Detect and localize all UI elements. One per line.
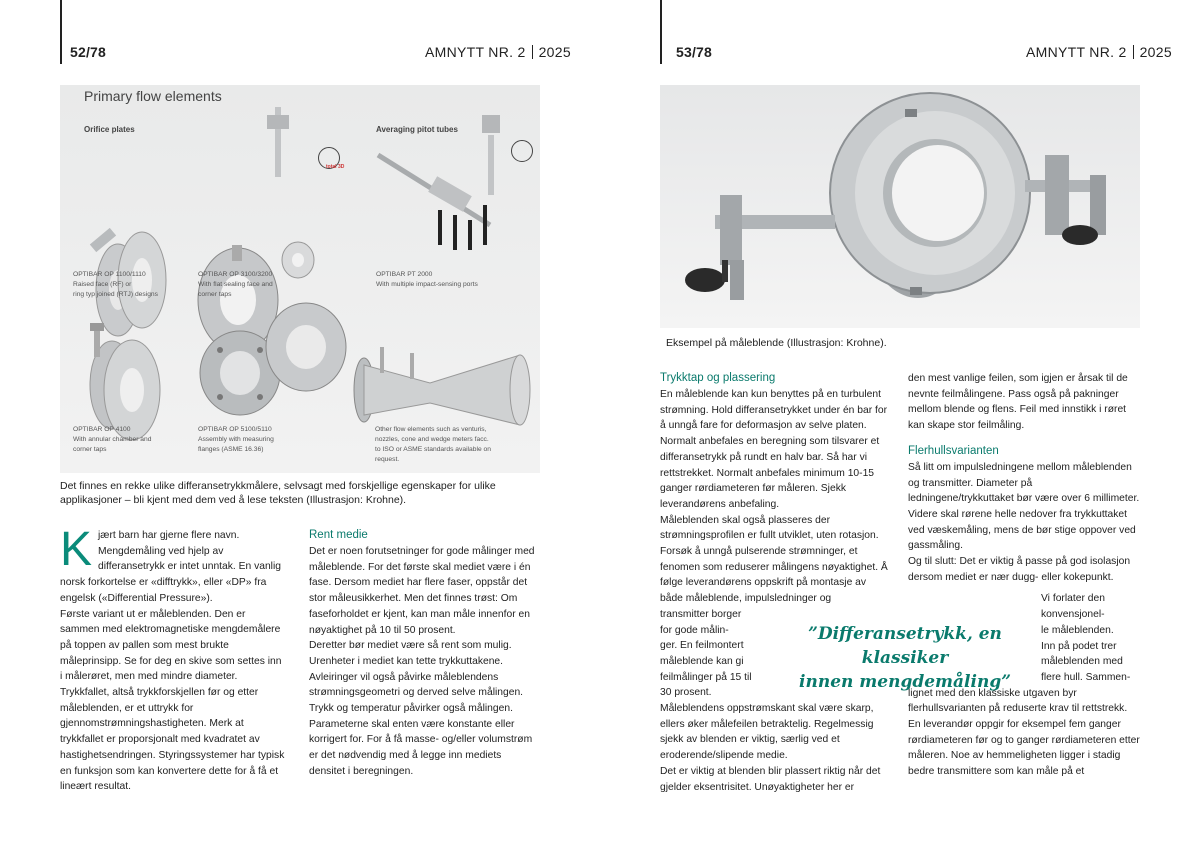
narrow-text-block: Vi forlater den konvensjonel- le måleblenden. Inn på podet trer måleblenden med flere hull. Sammen-	[1041, 593, 1131, 683]
primary-flow-elements-figure	[60, 85, 540, 473]
pull-quote: ”Differansetrykk, en klassiker innen mengdemåling”	[799, 624, 1011, 692]
subheading: Flerhullsvarianten	[908, 444, 999, 457]
body-paragraph: Og til slutt: Det er viktig å passe på god isolasjon dersom mediet er nær dugg- eller kokepunkt.	[908, 556, 1131, 583]
narrow-text-block: transmitter borger for gode målin- ger. En feilmontert måleblende kan gi feilmålinger på 15 til 30 prosent.	[660, 608, 752, 699]
left-running-header	[425, 44, 571, 60]
averaging-pitot-tube-drawing	[378, 115, 500, 250]
right-figure-caption: Eksempel på måleblende (Illustrasjon: Krohne).	[666, 337, 887, 349]
left-page-number: 52/78	[70, 44, 107, 60]
subheading: Rent medie	[309, 529, 368, 541]
drop-cap: K	[60, 523, 93, 576]
figure-item-6: Other flow elements such as venturis, nozzles, cone and wedge meters facc. to ISO or ASME standards available on request.	[375, 426, 491, 463]
body-paragraph: En måleblende kan kun benyttes på en turbulent strømning. Hold differansetrykket under én bar for å unngå fare for deformasjon av selve platen. Normalt anbefales en beregning som tilsvarer et differansetrykk på rundt en halv bar. Så har vi rettstrekket. Normalt anbefales minimum 10-15 ganger rørdiameteren før måleren. Sjekk leverandørens anbefaling.	[660, 389, 888, 510]
left-column-1	[60, 523, 286, 795]
total-3d-logo-text: total 3D	[326, 164, 345, 170]
right-column-1	[660, 371, 891, 795]
left-page-spine-rule	[60, 0, 62, 64]
body-paragraph: Første variant ut er måleblenden. Den er sammen med elektromagnetiske mengdemålere på toppen av pallen som mest brukte måleprinsipp. Se for deg en skive som settes inn i målerøret, men med mindre diameter.	[60, 608, 282, 683]
body-paragraph: Måleblenden skal også plasseres der strømningsprofilen er fullt utviklet, uten rotasjon. Forsøk å unngå pulserende strømninger, et fenomen som reduserer målingens nøyaktighet. Å følge leverandørens oppskrift på montasje av både måleblende, impulsledninger og	[660, 514, 888, 605]
body-paragraph: Det er viktig at blenden blir plassert riktig når det gjelder eksentrisitet. Unøyaktigheter her er	[660, 765, 881, 793]
orifice-plate-photo-drawing	[660, 85, 1140, 328]
orifice-annular-drawing	[90, 323, 160, 440]
figure-item-5: OPTIBAR OP 5100/5110 Assembly with measuring flanges (ASME 16.36)	[198, 426, 274, 453]
figure-group-orifice: Orifice plates	[84, 125, 135, 134]
right-column-2	[908, 371, 1140, 780]
body-paragraph: Det er noen forutsetninger for gode målinger med måleblende. For det første skal mediet være i én fase. Dersom mediet har flere faser, oppstår det stor måleusikkerhet. Men det finnes trøst: Om faseforholdet er kjent, kan man måle innenfor en nøyaktighet på 10 til 50 prosent.	[309, 546, 535, 636]
magazine-name: AMNYTT NR. 2	[1026, 44, 1127, 60]
left-column-2	[309, 528, 539, 780]
figure-item-3: OPTIBAR PT 2000 With multiple impact-sensing ports	[376, 271, 478, 288]
venturi-drawing	[354, 347, 530, 425]
body-paragraph: Så litt om impulsledningene mellom måleblenden og transmitter. Diameter på ledningene/trykkuttaket bør være over 6 millimeter. Videre skal rørene helle nedover fra trykkuttaket ved væskemåling, mens de bør stige oppover ved gassmåling.	[908, 461, 1140, 552]
body-paragraph: den mest vanlige feilen, som igjen er årsak til de nevnte feilmålingene. Pass også på pakninger mellom blende og flens. Feil med innstikk i røret kan skape stor feilmåling.	[908, 373, 1128, 432]
body-paragraph: lignet med den klassiske utgaven byr flerhullsvarianten på reduserte krav til rettstrekk. En leverandør oppgir for eksempel fem ganger rørdiameteren før og to ganger rørdiameteren etter måleren. Noe av hemmeligheten ligger i stadig bedre transmittere som kan måle på et	[908, 687, 1140, 778]
left-figure-caption: Det finnes en rekke ulike differansetrykkmålere, selvsagt med forskjellige egenskaper for ulike applikasjoner – bli kjent med dem ved å lese teksten (Illustrasjon: Krohne).	[60, 480, 496, 506]
total-3d-logo-icon-2	[511, 140, 533, 162]
body-paragraph: Måleblendens oppstrømskant skal være skarp, ellers øker målefeilen betraktelig. Regelmessig sjekk av blenden er viktig, særlig ved et eroderende/slipende medie.	[660, 703, 874, 762]
figure-title: Primary flow elements	[84, 88, 222, 104]
figure-item-2: OPTIBAR OP 3100/3200 With flat sealing face and corner taps	[198, 271, 273, 298]
body-paragraph: Deretter bør mediet være så rent som mulig. Urenheter i mediet kan tette trykkuttakene. Avleiringer vil også påvirke måleblendens strømningsgeometri og derved selve målingen. Trykk og temperatur påvirker også målingen. Parameterne skal enten være konstante eller korrigert for. For å få masse- og/eller volumstrøm er det nødvendig med å legge inn mediets densitet i beregningen.	[309, 640, 533, 777]
figure-item-4: OPTIBAR OP 4100 With annular chamber and corner taps	[73, 426, 152, 453]
figure-item-1: OPTIBAR OP 1100/1110 Raised face (RF) or ring typ joined (RTJ) designs	[73, 271, 158, 298]
body-paragraph: jært barn har gjerne flere navn. Mengdemåling ved hjelp av differansetrykk er intet unntak. En vanlig norsk forkortelse er «difftrykk», eller «DP» fra engelsk («Differential Pressure»).	[60, 530, 281, 604]
magazine-year: 2025	[1139, 44, 1172, 60]
subheading: Trykktap og plassering	[660, 372, 776, 384]
body-paragraph: Trykkfallet, altså trykkforskjellen før og etter måleblenden, er et uttrykk for gjennomstrømningshastigheten. Merk at trykkfallet er proporsjonalt med kvadratet av hastighetsendringen. Styringssystemer har typisk en funksjon som kan konvertere dette for å få et lineært resultat.	[60, 687, 285, 793]
right-page-spine-rule	[660, 0, 662, 64]
magazine-name: AMNYTT NR. 2	[425, 44, 526, 60]
orifice-plate-photo	[660, 85, 1140, 328]
magazine-year: 2025	[538, 44, 571, 60]
right-running-header	[1026, 44, 1172, 60]
header-divider	[1133, 45, 1134, 59]
figure-group-pitot: Averaging pitot tubes	[376, 125, 458, 134]
header-divider	[532, 45, 533, 59]
right-page-number: 53/78	[676, 44, 713, 60]
